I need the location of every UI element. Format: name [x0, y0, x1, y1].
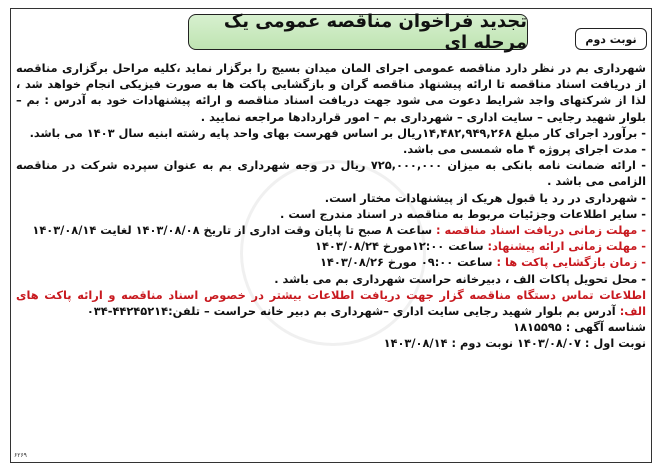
- contact-info: [16, 287, 646, 319]
- notice-title-banner: [188, 11, 528, 53]
- item-guarantee: - ارائه ضمانت نامه بانکی به میزان ۷۲۵,۰۰۰,۰۰۰ ریال در وجه شهرداری بم به عنوان سپرده شرکت در مناقصه الزامی می باشد .: [16, 158, 647, 189]
- delivery-location: - محل تحویل پاکات الف ، دبیرخانه حراست شهرداری بم می باشد .: [274, 271, 646, 286]
- deadline-opening-label: - زمان بازگشایی پاکت ها :: [496, 255, 646, 270]
- deadline-submission: [16, 238, 646, 254]
- deadline-submission-label: - مهلت زمانی ارائه پیشنهاد:: [487, 239, 646, 254]
- deadline-opening: [16, 254, 646, 270]
- deadline-submission-value: ساعت ۱۲:۰۰مورخ ۱۴۰۳/۰۸/۲۴: [315, 239, 488, 254]
- item-right-reserved: - شهرداری در رد یا قبول هریک از پیشنهادات مختار است.: [324, 190, 646, 205]
- ad-id: شناسه آگهی : ۱۸۱۵۵۹۵: [513, 320, 646, 335]
- contact-address: آدرس بم بلوار شهید رجایی سایت اداری –شهرداری بم دبیر خانه حراست – تلفن:۴۴۲۴۵۲۱۴-۰۳۴: [86, 304, 620, 319]
- round-badge: نوبت دوم: [575, 28, 647, 50]
- notice-title: تجدید فراخوان مناقصه عمومی یک مرحله ای: [223, 11, 527, 53]
- notice-body: [16, 60, 646, 352]
- deadline-documents-label: - مهلت زمانی دریافت اسناد مناقصه :: [436, 223, 646, 238]
- deadline-documents: [16, 222, 646, 238]
- item-estimate: - برآورد اجرای کار مبلغ ۱۴,۴۸۲,۹۴۹,۲۶۸ریال بر اساس فهرست بهای واحد پایه رشته ابنیه سال ۱۴۰۳ می باشد.: [29, 125, 646, 140]
- publish-dates: نوبت اول : ۱۴۰۳/۰۸/۰۷ نوبت دوم : ۱۴۰۳/۰۸/۱۴: [383, 336, 646, 351]
- contact-heading: اطلاعات تماس دستگاه مناقصه گزار جهت دریافت اطلاعات بیشتر در خصوص اسناد مناقصه و ارائه پاکت های الف:: [16, 287, 646, 319]
- footnote-code: ۶۲۶۹: [14, 452, 27, 459]
- intro-paragraph: شهرداری بم در نظر دارد مناقصه عمومی اجرای المان میدان بسیج را برگزار نماید ،کلیه مراحل برگزاری مناقصه از دریافت اسناد مناقصه تا ارائه پیشنهاد مناقصه گران و بازگشایی پاکت ها به صورت فیزیکی انجام خواهد شد ، لذا از شرکتهای واجد شرایط دعوت می شود جهت دریافت اسناد مناقصه و ارائه پیشنهادات خود به آدرس : بم – بلوار شهید رجایی – سایت اداری – شهرداری بم – امور قراردادها مراجعه نمایید .: [16, 61, 646, 124]
- item-duration: - مدت اجرای پروژه ۴ ماه شمسی می باشد.: [403, 142, 646, 157]
- deadline-opening-value: ساعت ۰۹:۰۰ مورخ ۱۴۰۳/۰۸/۲۶: [319, 255, 497, 270]
- deadline-documents-value: ساعت ۸ صبح تا پایان وقت اداری از تاریخ ۱۴۰۳/۰۸/۰۸ لغایت ۱۴۰۳/۰۸/۱۴: [32, 223, 437, 238]
- item-other-info: - سایر اطلاعات وجزئیات مربوط به مناقصه در اسناد مندرج است .: [280, 206, 646, 221]
